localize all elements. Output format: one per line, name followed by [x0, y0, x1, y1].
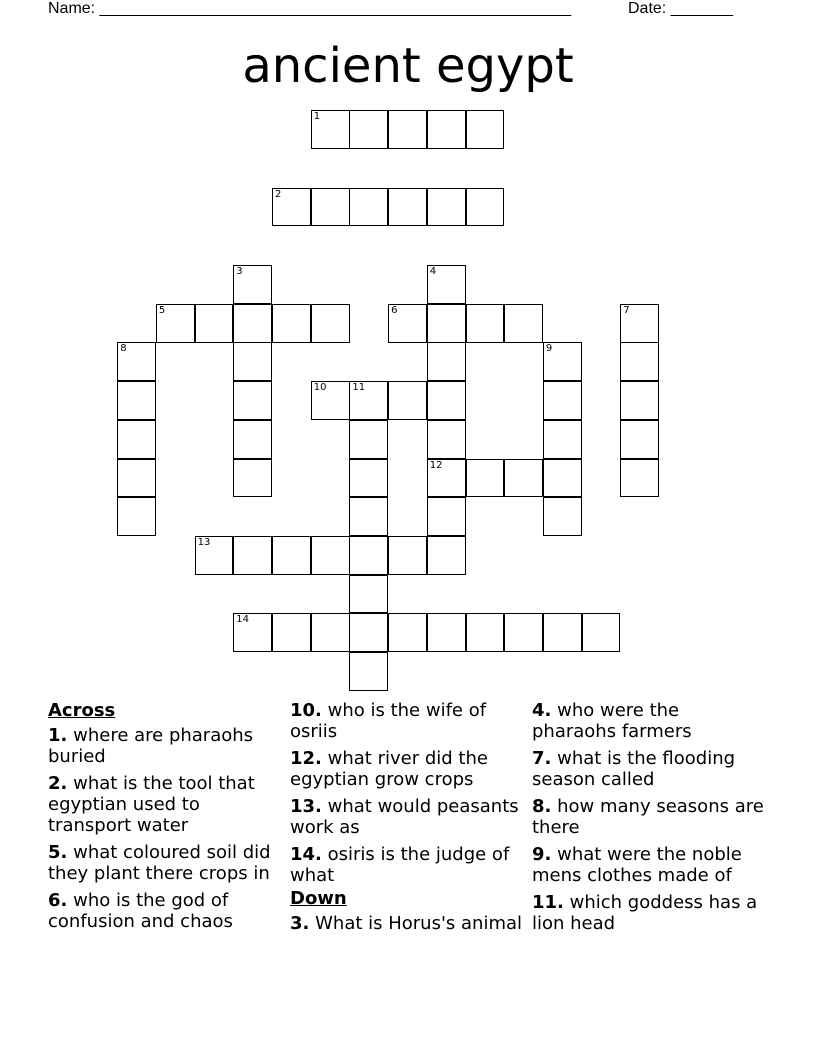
grid-cell[interactable]: [233, 613, 272, 652]
grid-cell[interactable]: [117, 497, 156, 536]
grid-cell[interactable]: [543, 420, 582, 459]
grid-cell[interactable]: [543, 497, 582, 536]
clue-number: 10.: [290, 700, 322, 721]
grid-cell[interactable]: [311, 110, 350, 149]
clue-number: 7.: [532, 748, 552, 769]
clue-number: 4.: [532, 700, 552, 721]
clue-down-7: [532, 748, 764, 790]
clue-text: who is the wife of osriis: [290, 700, 487, 742]
clue-down-9: [532, 844, 764, 886]
grid-cell[interactable]: [466, 613, 505, 652]
clue-number: 1.: [48, 725, 68, 746]
grid-cell[interactable]: [504, 613, 543, 652]
cell-number: 11: [352, 382, 366, 394]
clue-text: what were the noble mens clothes made of: [532, 844, 742, 886]
clue-number: 5.: [48, 842, 68, 863]
grid-cell[interactable]: [620, 420, 659, 459]
clue-number: 11.: [532, 892, 564, 913]
date-field[interactable]: Date: _______: [628, 0, 733, 17]
clue-number: 3.: [290, 913, 310, 934]
clue-text: who is the god of confusion and chaos: [48, 890, 233, 932]
clue-text: how many seasons are there: [532, 796, 764, 838]
clue-across-5: [48, 842, 280, 884]
grid-cell[interactable]: [233, 342, 272, 381]
clue-down-11: [532, 892, 764, 934]
grid-cell[interactable]: [233, 381, 272, 420]
grid-cell[interactable]: [233, 420, 272, 459]
grid-cell[interactable]: [466, 459, 505, 498]
grid-cell[interactable]: [427, 342, 466, 381]
clue-text: What is Horus's animal: [315, 913, 523, 934]
clue-text: which goddess has a lion head: [532, 892, 758, 934]
clue-text: what is the tool that egyptian used to transport water: [48, 773, 255, 836]
grid-cell[interactable]: [427, 459, 466, 498]
grid-cell[interactable]: [233, 265, 272, 304]
grid-cell[interactable]: [466, 304, 505, 343]
grid-cell[interactable]: [349, 497, 388, 536]
grid-cell[interactable]: [117, 459, 156, 498]
down-heading: Down: [290, 888, 347, 909]
grid-cell[interactable]: [504, 304, 543, 343]
grid-cell[interactable]: [311, 188, 350, 227]
grid-cell[interactable]: [272, 304, 311, 343]
grid-cell[interactable]: [233, 536, 272, 575]
across-heading: Across: [48, 700, 116, 721]
cell-number: 8: [120, 343, 127, 355]
cell-number: 12: [429, 459, 443, 471]
clue-column-2: [290, 700, 522, 940]
grid-cell[interactable]: [311, 536, 350, 575]
grid-cell[interactable]: [156, 304, 195, 343]
clue-across-12: [290, 748, 522, 790]
grid-cell[interactable]: [620, 459, 659, 498]
clue-number: 14.: [290, 844, 322, 865]
grid-cell[interactable]: [233, 459, 272, 498]
grid-cell[interactable]: [349, 188, 388, 227]
grid-cell[interactable]: [543, 381, 582, 420]
cell-number: 7: [623, 304, 630, 316]
clue-number: 13.: [290, 796, 322, 817]
grid-cell[interactable]: [349, 459, 388, 498]
clue-text: what is the flooding season called: [532, 748, 736, 790]
clue-text: what would peasants work as: [290, 796, 519, 838]
grid-cell[interactable]: [620, 342, 659, 381]
grid-cell[interactable]: [466, 188, 505, 227]
cell-number: 14: [236, 614, 250, 626]
clue-text: where are pharaohs buried: [48, 725, 254, 767]
grid-cell[interactable]: [427, 497, 466, 536]
grid-cell[interactable]: [388, 381, 427, 420]
grid-cell[interactable]: [388, 188, 427, 227]
grid-cell[interactable]: [427, 265, 466, 304]
clue-number: 12.: [290, 748, 322, 769]
clue-text: what river did the egyptian grow crops: [290, 748, 488, 790]
grid-cell[interactable]: [195, 304, 234, 343]
grid-cell[interactable]: [272, 188, 311, 227]
cell-number: 2: [275, 188, 282, 200]
grid-cell[interactable]: [349, 536, 388, 575]
grid-cell[interactable]: [427, 420, 466, 459]
grid-cell[interactable]: [117, 342, 156, 381]
cell-number: 1: [313, 111, 321, 123]
clue-down-4: [532, 700, 764, 742]
clue-across-10: [290, 700, 522, 742]
clue-across-2: [48, 773, 280, 836]
grid-cell[interactable]: [311, 381, 350, 420]
clue-down-3: [290, 913, 522, 934]
cell-number: 4: [429, 266, 437, 277]
grid-cell[interactable]: [543, 342, 582, 381]
clue-number: 9.: [532, 844, 552, 865]
clue-column-3: [532, 700, 764, 940]
grid-cell[interactable]: [117, 381, 156, 420]
grid-cell[interactable]: [504, 459, 543, 498]
cell-number: 13: [197, 536, 211, 548]
page-title: ancient egypt: [242, 38, 574, 94]
grid-cell[interactable]: [349, 613, 388, 652]
grid-cell[interactable]: [388, 110, 427, 149]
clue-across-1: [48, 725, 280, 767]
grid-cell[interactable]: [427, 110, 466, 149]
grid-cell[interactable]: [195, 536, 234, 575]
clue-across-14: [290, 844, 522, 886]
grid-cell[interactable]: [311, 304, 350, 343]
grid-cell[interactable]: [427, 188, 466, 227]
name-field[interactable]: Name: _____________________________________________________: [48, 0, 572, 17]
grid-cell[interactable]: [349, 110, 388, 149]
clue-number: 2.: [48, 773, 68, 794]
grid-cell[interactable]: [117, 420, 156, 459]
grid-cell[interactable]: [349, 381, 388, 420]
clue-number: 8.: [532, 796, 552, 817]
grid-cell[interactable]: [272, 536, 311, 575]
cell-number: 6: [391, 304, 398, 316]
clue-text: what coloured soil did they plant there crops in: [48, 842, 271, 884]
grid-cell[interactable]: [388, 304, 427, 343]
grid-cell[interactable]: [349, 420, 388, 459]
grid-cell[interactable]: [272, 613, 311, 652]
grid-cell[interactable]: [427, 613, 466, 652]
grid-cell[interactable]: [543, 459, 582, 498]
grid-cell[interactable]: [311, 613, 350, 652]
clue-column-1: [48, 700, 280, 938]
grid-cell[interactable]: [233, 304, 272, 343]
clue-down-8: [532, 796, 764, 838]
grid-cell[interactable]: [349, 652, 388, 691]
cell-number: 5: [158, 304, 166, 316]
grid-cell[interactable]: [388, 613, 427, 652]
grid-cell[interactable]: [427, 381, 466, 420]
grid-cell[interactable]: [388, 536, 427, 575]
clue-text: osiris is the judge of what: [290, 844, 510, 886]
grid-cell[interactable]: [349, 575, 388, 614]
clue-across-13: [290, 796, 522, 838]
grid-cell[interactable]: [427, 536, 466, 575]
cell-number: 10: [313, 382, 327, 394]
clue-across-6: [48, 890, 280, 932]
grid-cell[interactable]: [620, 304, 659, 343]
grid-cell[interactable]: [466, 110, 505, 149]
cell-number: 3: [236, 266, 243, 277]
grid-cell[interactable]: [543, 613, 582, 652]
clue-text: who were the pharaohs farmers: [532, 700, 692, 742]
clue-number: 6.: [48, 890, 68, 911]
grid-cell[interactable]: [427, 304, 466, 343]
grid-cell[interactable]: [582, 613, 621, 652]
grid-cell[interactable]: [620, 381, 659, 420]
cell-number: 9: [545, 343, 553, 355]
